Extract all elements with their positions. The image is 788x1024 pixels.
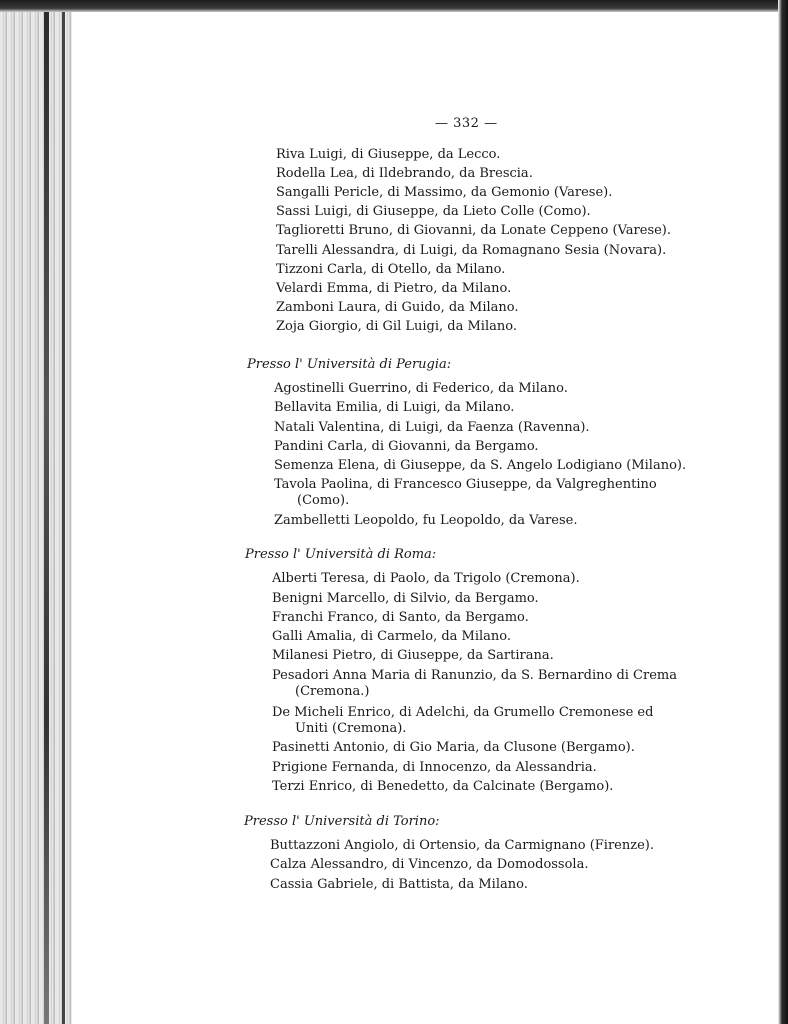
list-item: Pandini Carla, di Giovanni, da Bergamo. xyxy=(274,439,539,454)
list-item: Calza Alessandro, di Vincenzo, da Domodossola. xyxy=(270,857,589,872)
section-heading-perugia: Presso l' Università di Perugia: xyxy=(247,357,452,372)
list-item: Tarelli Alessandra, di Luigi, da Romagnano Sesia (Novara). xyxy=(276,243,667,258)
list-item: Tizzoni Carla, di Otello, da Milano. xyxy=(276,262,506,277)
list-item: Zoja Giorgio, di Gil Luigi, da Milano. xyxy=(276,319,517,334)
list-item-continuation: Uniti (Cremona). xyxy=(295,721,407,736)
list-item: Riva Luigi, di Giuseppe, da Lecco. xyxy=(276,147,501,162)
spine-shadow-inner xyxy=(62,0,65,1024)
list-item: Benigni Marcello, di Silvio, da Bergamo. xyxy=(272,591,539,606)
section-heading-torino: Presso l' Università di Torino: xyxy=(244,814,440,829)
section-heading-roma: Presso l' Università di Roma: xyxy=(245,547,437,562)
list-item: Cassia Gabriele, di Battista, da Milano. xyxy=(270,877,528,892)
list-item: Natali Valentina, di Luigi, da Faenza (Ravenna). xyxy=(274,420,590,435)
list-item-continuation: (Como). xyxy=(297,493,350,508)
list-item: Semenza Elena, di Giuseppe, da S. Angelo Lodigiano (Milano). xyxy=(274,458,687,473)
list-item: Pesadori Anna Maria di Ranunzio, da S. Bernardino di Crema xyxy=(272,668,677,683)
list-item: Pasinetti Antonio, di Gio Maria, da Clusone (Bergamo). xyxy=(272,740,635,755)
list-item: Milanesi Pietro, di Giuseppe, da Sartirana. xyxy=(272,648,554,663)
list-item: Galli Amalia, di Carmelo, da Milano. xyxy=(272,629,512,644)
list-item: Velardi Emma, di Pietro, da Milano. xyxy=(276,281,512,296)
list-item-continuation: (Cremona.) xyxy=(295,684,370,699)
list-item: Taglioretti Bruno, di Giovanni, da Lonate Ceppeno (Varese). xyxy=(276,223,672,238)
list-item: Sangalli Pericle, di Massimo, da Gemonio (Varese). xyxy=(276,185,613,200)
list-item: Agostinelli Guerrino, di Federico, da Milano. xyxy=(274,381,568,396)
top-page-edge xyxy=(0,0,788,12)
right-page-edge xyxy=(778,0,788,1024)
list-item: De Micheli Enrico, di Adelchi, da Grumello Cremonese ed xyxy=(272,705,654,720)
list-item: Zambelletti Leopoldo, fu Leopoldo, da Varese. xyxy=(274,513,578,528)
list-item: Bellavita Emilia, di Luigi, da Milano. xyxy=(274,400,515,415)
list-item: Franchi Franco, di Santo, da Bergamo. xyxy=(272,610,529,625)
list-item: Terzi Enrico, di Benedetto, da Calcinate (Bergamo). xyxy=(272,779,614,794)
list-item: Tavola Paolina, di Francesco Giuseppe, da Valgreghentino xyxy=(274,477,657,492)
spine-shadow xyxy=(44,0,49,1024)
list-item: Buttazzoni Angiolo, di Ortensio, da Carmignano (Firenze). xyxy=(270,838,654,853)
list-item: Rodella Lea, di Ildebrando, da Brescia. xyxy=(276,166,533,181)
page-number: — 332 — xyxy=(435,116,498,131)
list-item: Zamboni Laura, di Guido, da Milano. xyxy=(276,300,519,315)
list-item: Sassi Luigi, di Giuseppe, da Lieto Colle (Como). xyxy=(276,204,591,219)
list-item: Alberti Teresa, di Paolo, da Trigolo (Cremona). xyxy=(272,571,580,586)
list-item: Prigione Fernanda, di Innocenzo, da Alessandria. xyxy=(272,760,597,775)
